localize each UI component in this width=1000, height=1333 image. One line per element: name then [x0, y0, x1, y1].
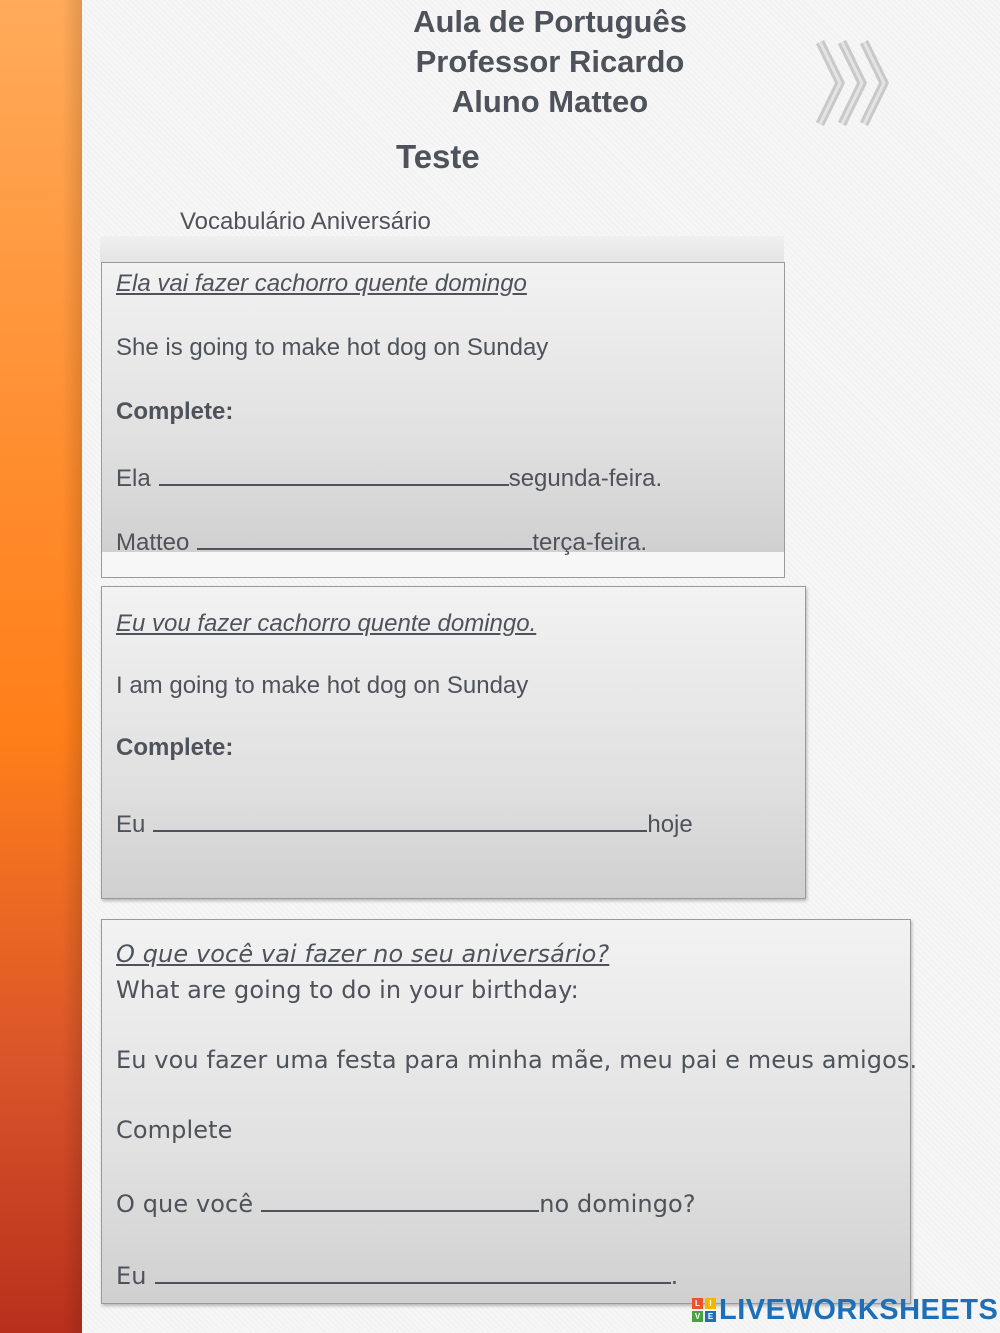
card1-complete-label: Complete:	[116, 398, 234, 425]
card3-question: O que você vai fazer no seu aniversário?	[116, 940, 610, 968]
card1-translation: She is going to make hot dog on Sunday	[116, 334, 549, 361]
card1-line2-suffix: terça-feira.	[532, 529, 648, 556]
card3-line-1	[116, 1188, 696, 1218]
exercise-card-1	[101, 262, 785, 556]
card1-line1-suffix: segunda-feira.	[508, 465, 663, 492]
card1-line1-prefix: Ela	[116, 465, 151, 492]
card3-line1-prefix: O que você	[116, 1190, 254, 1218]
card3-blank-2[interactable]	[155, 1260, 671, 1284]
card3-line-2	[116, 1260, 678, 1290]
card3-translation: What are going to do in your birthday:	[116, 976, 579, 1004]
card2-line1-prefix: Eu	[116, 811, 146, 838]
card1-line-1	[116, 462, 662, 493]
liveworksheets-logo-icon	[692, 1298, 716, 1322]
header-teacher: Professor Ricardo	[415, 44, 685, 79]
logo-letter-l: L	[692, 1298, 703, 1309]
watermark-text: LIVEWORKSHEETS	[719, 1293, 999, 1326]
card2-translation: I am going to make hot dog on Sunday	[116, 672, 529, 699]
worksheet-header	[340, 2, 760, 122]
card1-blank-1[interactable]	[159, 462, 509, 486]
chevrons-icon	[812, 38, 892, 128]
test-title: Teste	[396, 138, 480, 175]
liveworksheets-watermark	[692, 1294, 998, 1326]
card2-sentence: Eu vou fazer cachorro quente domingo.	[116, 610, 537, 637]
card3-blank-1[interactable]	[261, 1188, 539, 1212]
card3-answer: Eu vou fazer uma festa para minha mãe, meu pai e meus amigos.	[116, 1046, 918, 1074]
card2-complete-label: Complete:	[116, 734, 234, 761]
card3-complete-label: Complete	[116, 1116, 233, 1144]
header-student: Aluno Matteo	[451, 84, 649, 119]
card2-line1-suffix: hoje	[647, 811, 693, 838]
exercise-card-3	[101, 919, 918, 1304]
decorative-sidebar	[0, 0, 84, 1333]
card3-line2-suffix: .	[670, 1262, 679, 1290]
card1-blank-2[interactable]	[197, 526, 532, 550]
card1-line-2	[116, 526, 647, 557]
card2-line-1	[116, 808, 693, 839]
header-strip	[100, 236, 784, 262]
logo-letter-e: E	[705, 1311, 716, 1322]
logo-letter-v: V	[692, 1311, 703, 1322]
exercise-card-2	[101, 586, 806, 899]
header-course: Aula de Português	[413, 4, 687, 39]
logo-letter-i: I	[705, 1298, 716, 1309]
card3-line2-prefix: Eu	[116, 1262, 147, 1290]
card1-line2-prefix: Matteo	[116, 529, 190, 556]
card1-sentence: Ela vai fazer cachorro quente domingo	[116, 270, 527, 297]
card2-blank-1[interactable]	[153, 808, 647, 832]
vocabulary-title: Vocabulário Aniversário	[180, 208, 431, 235]
card3-line1-suffix: no domingo?	[539, 1190, 696, 1218]
